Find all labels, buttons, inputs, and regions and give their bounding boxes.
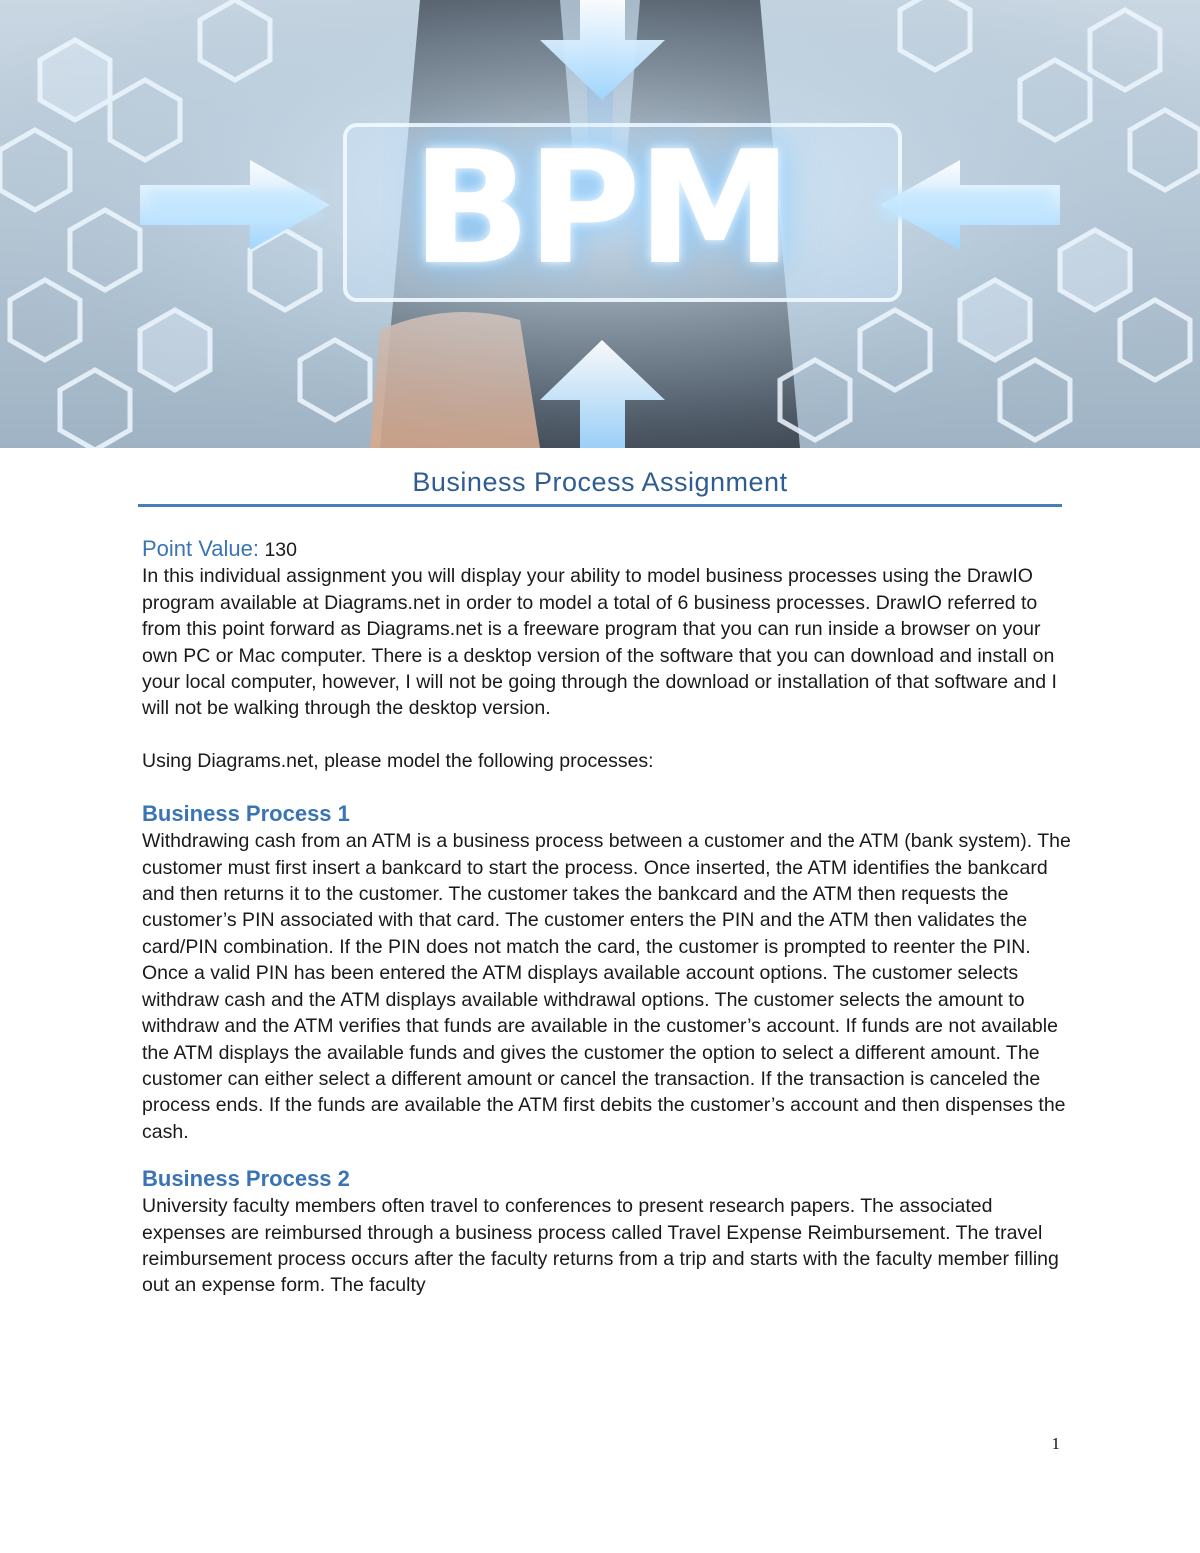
instruction-paragraph: Using Diagrams.net, please model the following processes:: [142, 749, 654, 772]
section-heading: Business Process 1: [142, 801, 350, 827]
business-process-1: [142, 800, 1072, 1145]
bpm-banner-text: BPM: [411, 117, 789, 299]
point-value-line: [142, 536, 1072, 563]
intro-paragraph: In this individual assignment you will display your ability to model business processes using the DrawIO program available at Diagrams.net in order to model a total of 6 business processes. DrawIO referred to from this point forward as Diagrams.net is a freeware program that you can run inside a browser on your own PC or Mac computer. There is a desktop version of the software that you can download and install on your local computer, however, I will not be going through the download or installation of that software and I will not be walking through the desktop version.: [142, 565, 1057, 720]
document-body: [142, 536, 1072, 1319]
point-value-label: Point Value:: [142, 536, 260, 561]
section-body: University faculty members often travel to conferences to present research papers. The associated expenses are reimbursed through a business process called Travel Expense Reimbursement. The travel reimbursement process occurs after the faculty returns from a trip and starts with the faculty member filling out an expense form. The faculty: [142, 1195, 1059, 1297]
page-number: 1: [1051, 1434, 1060, 1453]
title-divider: [138, 504, 1062, 507]
business-process-2: [142, 1165, 1072, 1299]
section-body: Withdrawing cash from an ATM is a business process between a customer and the ATM (bank system). The customer must first insert a bankcard to start the process. Once inserted, the ATM identifies the bankcard and then returns it to the customer. The customer takes the bankcard and the ATM then requests the customer’s PIN associated with that card. The customer enters the PIN and the ATM then validates the card/PIN combination. If the PIN does not match the card, the customer is prompted to reenter the PIN. Once a valid PIN has been entered the ATM displays available account options. The customer selects withdraw cash and the ATM displays available withdrawal options. The customer selects the amount to withdraw and the ATM verifies that funds are available in the customer’s account. If funds are not available the ATM displays the available funds and gives the customer the option to select a different amount. The customer can either select a different amount or cancel the transaction. If the transaction is canceled the process ends. If the funds are available the ATM first debits the customer’s account and then dispenses the cash.: [142, 830, 1071, 1143]
point-value: 130: [264, 539, 297, 561]
header-banner-image: [0, 0, 1200, 448]
page-title: Business Process Assignment: [412, 467, 788, 497]
section-heading: Business Process 2: [142, 1166, 350, 1192]
